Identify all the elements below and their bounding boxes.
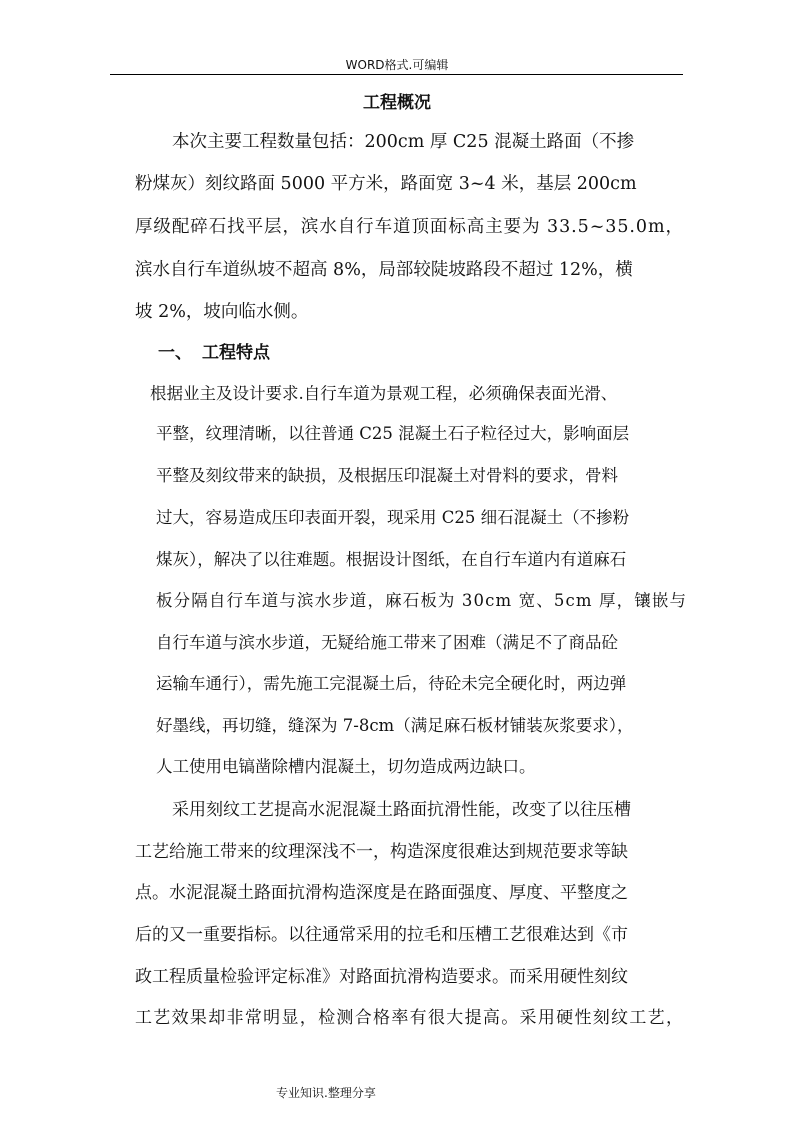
paragraph-line: 点。水泥混凝土路面抗滑构造深度是在路面强度、厚度、平整度之 (135, 883, 628, 903)
paragraph-line: 平整及刻纹带来的缺损，及根据压印混凝土对骨料的要求，骨料 (156, 466, 618, 485)
paragraph-line: 后的又一重要指标。以往通常采用的拉毛和压槽工艺很难达到《市 (135, 925, 628, 945)
paragraph-line: 坡 2%，坡向临水侧。 (135, 302, 309, 322)
paragraph-line: 采用刻纹工艺提高水泥混凝土路面抗滑性能，改变了以往压槽 (172, 800, 631, 820)
paragraph-line: 平整，纹理清晰，以往普通 C25 混凝土石子粒径过大，影响面层 (156, 424, 630, 443)
paragraph-line: 厚级配碎石找平层，滨水自行车道顶面标高主要为 33.5~35.0m， (135, 217, 684, 237)
paragraph-line: 自行车道与滨水步道，无疑给施工带来了困难（满足不了商品砼 (156, 633, 618, 652)
paragraph-line: 根据业主及设计要求.自行车道为景观工程，必须确保表面光滑、 (150, 384, 618, 403)
paragraph-line: 工艺给施工带来的纹理深浅不一，构造深度很难达到规范要求等缺 (135, 842, 628, 862)
paragraph-line: 政工程质量检验评定标准》对路面抗滑构造要求。而采用硬性刻纹 (135, 967, 628, 987)
header-divider (110, 74, 683, 75)
section-heading (158, 338, 270, 363)
page-title: 工程概况 (363, 93, 431, 113)
paragraph-line: 人工使用电镐凿除槽内混凝土，切勿造成两边缺口。 (156, 757, 536, 776)
section-number: 一、 (158, 343, 192, 363)
paragraph-line: 煤灰），解决了以往难题。根据设计图纸，在自行车道内有道麻石 (156, 550, 627, 569)
paragraph-line: 滨水自行车道纵坡不超高 8%，局部较陡坡路段不超过 12%，横 (135, 260, 633, 280)
paragraph-line: 过大，容易造成压印表面开裂，现采用 C25 细石混凝土（不掺粉 (156, 508, 630, 527)
page-footer: 专业知识.整理分享 (276, 1086, 376, 1100)
section-title: 工程特点 (202, 343, 270, 363)
paragraph-line: 工艺效果却非常明显，检测合格率有很大提高。采用硬性刻纹工艺， (135, 1008, 685, 1028)
paragraph-line: 板分隔自行车道与滨水步道，麻石板为 30cm 宽、5cm 厚，镶嵌与 (156, 591, 688, 610)
paragraph-line: 运输车通行），需先施工完混凝土后，待砼未完全硬化时，两边弹 (156, 674, 627, 693)
page-header: WORD格式.可编辑 (345, 58, 449, 72)
paragraph-line: 粉煤灰）刻纹路面 5000 平方米，路面宽 3~4 米，基层 200cm (135, 174, 637, 194)
paragraph-line: 本次主要工程数量包括：200cm 厚 C25 混凝土路面（不掺 (172, 132, 635, 152)
paragraph-line: 好墨线，再切缝，缝深为 7-8cm（满足麻石板材铺装灰浆要求）， (156, 716, 634, 735)
